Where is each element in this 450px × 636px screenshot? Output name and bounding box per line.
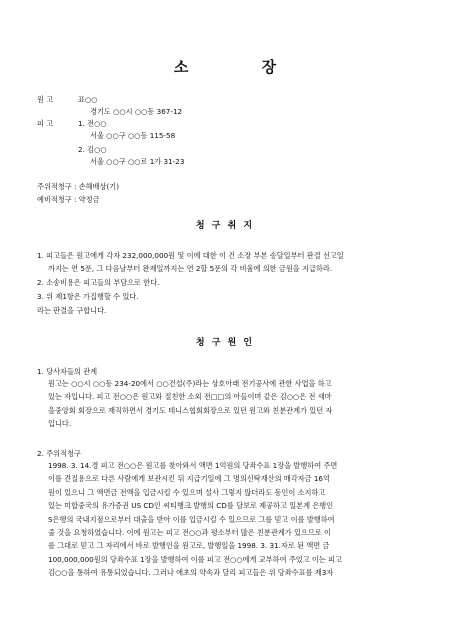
- defendant2-address: 서울 ○○구 ○○로 1가 31-23: [90, 157, 185, 166]
- paragraph-line: 를 그대로 믿고 그 자리에서 바로 발행인을 원고로, 발행일을 1998. 3. 31.자로 된 액면 금: [48, 541, 330, 551]
- plaintiff-name: 표○○: [78, 95, 98, 104]
- paragraph-line: 줄 것을 요청하였습니다. 이에 원고는 피고 전○○과 평소부터 많은 친분관계가 있으므로 이: [48, 528, 331, 538]
- defendant1-address: 서울 ○○구 ○○동 115-58: [90, 131, 176, 140]
- cause-sub-1-heading: 1. 당사자들의 관계: [37, 367, 98, 376]
- section-heading-cause: 청 구 원 인: [195, 338, 255, 348]
- paragraph-line: 원이 있으니 그 액면금 전액을 입금시킬 수 있으며 설사 그렇지 않더라도 동인이 소지하고: [48, 487, 326, 497]
- cause-sub-1-paragraph: [48, 377, 332, 431]
- paragraph-line: S은행의 국내지점으로부터 대출을 받아 이를 입금시킬 수 있으므로 그를 믿고 이를 발행하여: [48, 514, 335, 524]
- main-claim: 주위적청구 : 손해배상(기): [37, 182, 120, 191]
- paragraph-line: 을중앙회 회장으로 재직하면서 경기도 테니스협회회장으로 있던 원고와 친분관계가 있던 자: [48, 405, 333, 415]
- paragraph-line: 원고는 ○○시 ○○동 234-20에서 ○○건설(주)라는 상호아래 전기공사에 관한 사업을 하고: [48, 379, 332, 388]
- plaintiff-label: 원 고: [37, 95, 54, 104]
- paragraph-line: 있는 자입니다. 피고 전○○은 원고와 절친한 소외 전□□의 아들이며 같은 김○○은 전 새마: [48, 392, 332, 402]
- section-heading-relief: 청 구 취 지: [195, 221, 255, 231]
- cause-sub-2-paragraph: [48, 459, 342, 580]
- paragraph-line: 입니다.: [48, 419, 72, 429]
- paragraph-line: 김○○을 통하여 유통되었습니다. 그러나 애초의 약속과 달리 피고들은 위 당좌수표를 제3자: [48, 568, 334, 578]
- defendant-label: 피 고: [37, 119, 54, 128]
- paragraph-line: 있는 미합중국의 유가증권 US CD인 씨티뱅크 발행의 CD를 담보로 제공하고 일본계 은행인: [48, 501, 334, 511]
- cause-sub-2-heading: 2. 주위적청구: [37, 449, 81, 458]
- defendant1-name: 1. 전○○: [78, 119, 107, 128]
- relief-closing: 라는 판결을 구합니다.: [37, 306, 107, 315]
- defendant2-name: 2. 김○○: [78, 145, 107, 154]
- plaintiff-address: 경기도 ○○시 ○○동 367-12: [90, 107, 183, 116]
- paragraph-line: 100,000,000원의 당좌수표 1장을 발행하여 이를 피고 전○○에게 교부하여 주었고 이는 피고: [48, 554, 342, 564]
- relief-item-1-line-1: 1. 피고들은 원고에게 각자 232,000,000원 및 이에 대한 이 건 소장 부본 송달일부터 판결 선고일: [37, 251, 344, 260]
- document-title: 소 장: [173, 58, 311, 76]
- relief-item-2: 2. 소송비용은 피고들의 부담으로 한다.: [37, 278, 160, 287]
- paragraph-line: 1998. 3. 14.경 피고 전○○은 원고를 찾아와서 액면 1억원의 당좌수표 1장을 발행하여 주면: [48, 461, 338, 470]
- alternative-claim: 예비적청구 : 약정금: [37, 195, 100, 204]
- relief-item-1-line-2: 까지는 연 5푼, 그 다음날부터 완제일까지는 연 2할 5푼의 각 비율에 의한 금원을 지급하라.: [48, 264, 333, 273]
- relief-item-3: 3. 위 제1항은 가집행할 수 있다.: [37, 292, 139, 301]
- paragraph-line: 이를 견질용으로 다른 사람에게 보관시킨 뒤 지급기일에 그 명의신탁재산의 매각자금 16억: [48, 474, 330, 484]
